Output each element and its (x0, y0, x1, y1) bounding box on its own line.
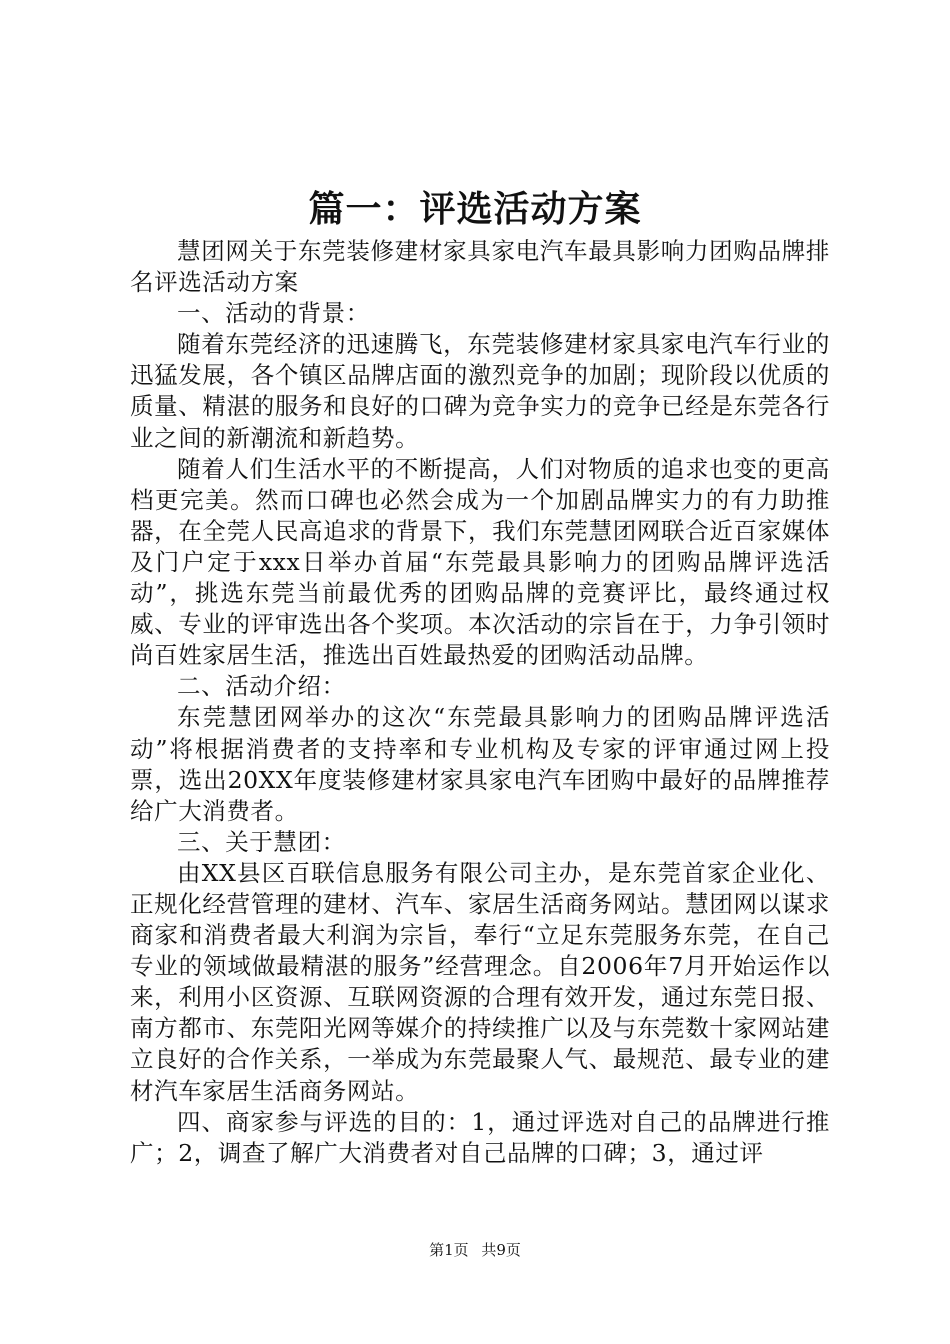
paragraph-background-1: 随着东莞经济的迅速腾飞，东莞装修建材家具家电汽车行业的迅猛发展，各个镇区品牌店面的激烈竞争的加剧；现阶段以优质的质量、精湛的服务和良好的口碑为竞争实力的竞争已经是东莞各行业之间的新潮流和新趋势。 (130, 330, 830, 452)
paragraph-background-2: 随着人们生活水平的不断提高，人们对物质的追求也变的更高档更完美。然而口碑也必然会成为一个加剧品牌实力的有力助推器，在全莞人民高追求的背景下，我们东莞慧团网联合近百家媒体及门户定于xxx日举办首届“东莞最具影响力的团购品牌评选活动”，挑选东莞当前最优秀的团购品牌的竞赛评比，最终通过权威、专业的评审选出各个奖项。本次活动的宗旨在于，力争引领时尚百姓家居生活，推选出百姓最热爱的团购活动品牌。 (130, 454, 830, 670)
paragraph-about: 由XX县区百联信息服务有限公司主办，是东莞首家企业化、正规化经营管理的建材、汽车、家居生活商务网站。慧团网以谋求商家和消费者最大利润为宗旨，奉行“立足东莞服务东莞，在自己专业的领域做最精湛的服务”经营理念。自2006年7月开始运作以来，利用小区资源、互联网资源的合理有效开发，通过东莞日报、南方都市、东莞阳光网等媒介的持续推广以及与东莞数十家网站建立良好的合作关系，一举成为东莞最聚人气、最规范、最专业的建材汽车家居生活商务网站。 (130, 858, 830, 1105)
page-title: 篇一：评选活动方案 (308, 188, 642, 230)
page-total: 共9页 (481, 1241, 521, 1259)
section-heading-about: 三、关于慧团： (177, 827, 346, 856)
page-footer (0, 1240, 950, 1260)
paragraph-title-line: 慧团网关于东莞装修建材家具家电汽车最具影响力团购品牌排名评选活动方案 (130, 237, 830, 297)
paragraph-intro: 东莞慧团网举办的这次“东莞最具影响力的团购品牌评选活动”将根据消费者的支持率和专业机构及专家的评审通过网上投票，选出20XX年度装修建材家具家电汽车团购中最好的品牌推荐给广大消费者。 (130, 703, 830, 825)
document-body (130, 236, 830, 1169)
paragraph-purpose: 四、商家参与评选的目的：1，通过评选对自己的品牌进行推广；2，调查了解广大消费者对自己品牌的口碑；3，通过评 (130, 1107, 830, 1167)
page-number: 第1页 (429, 1241, 469, 1259)
section-heading-intro: 二、活动介绍： (177, 672, 346, 701)
section-heading-background: 一、活动的背景： (177, 299, 370, 328)
